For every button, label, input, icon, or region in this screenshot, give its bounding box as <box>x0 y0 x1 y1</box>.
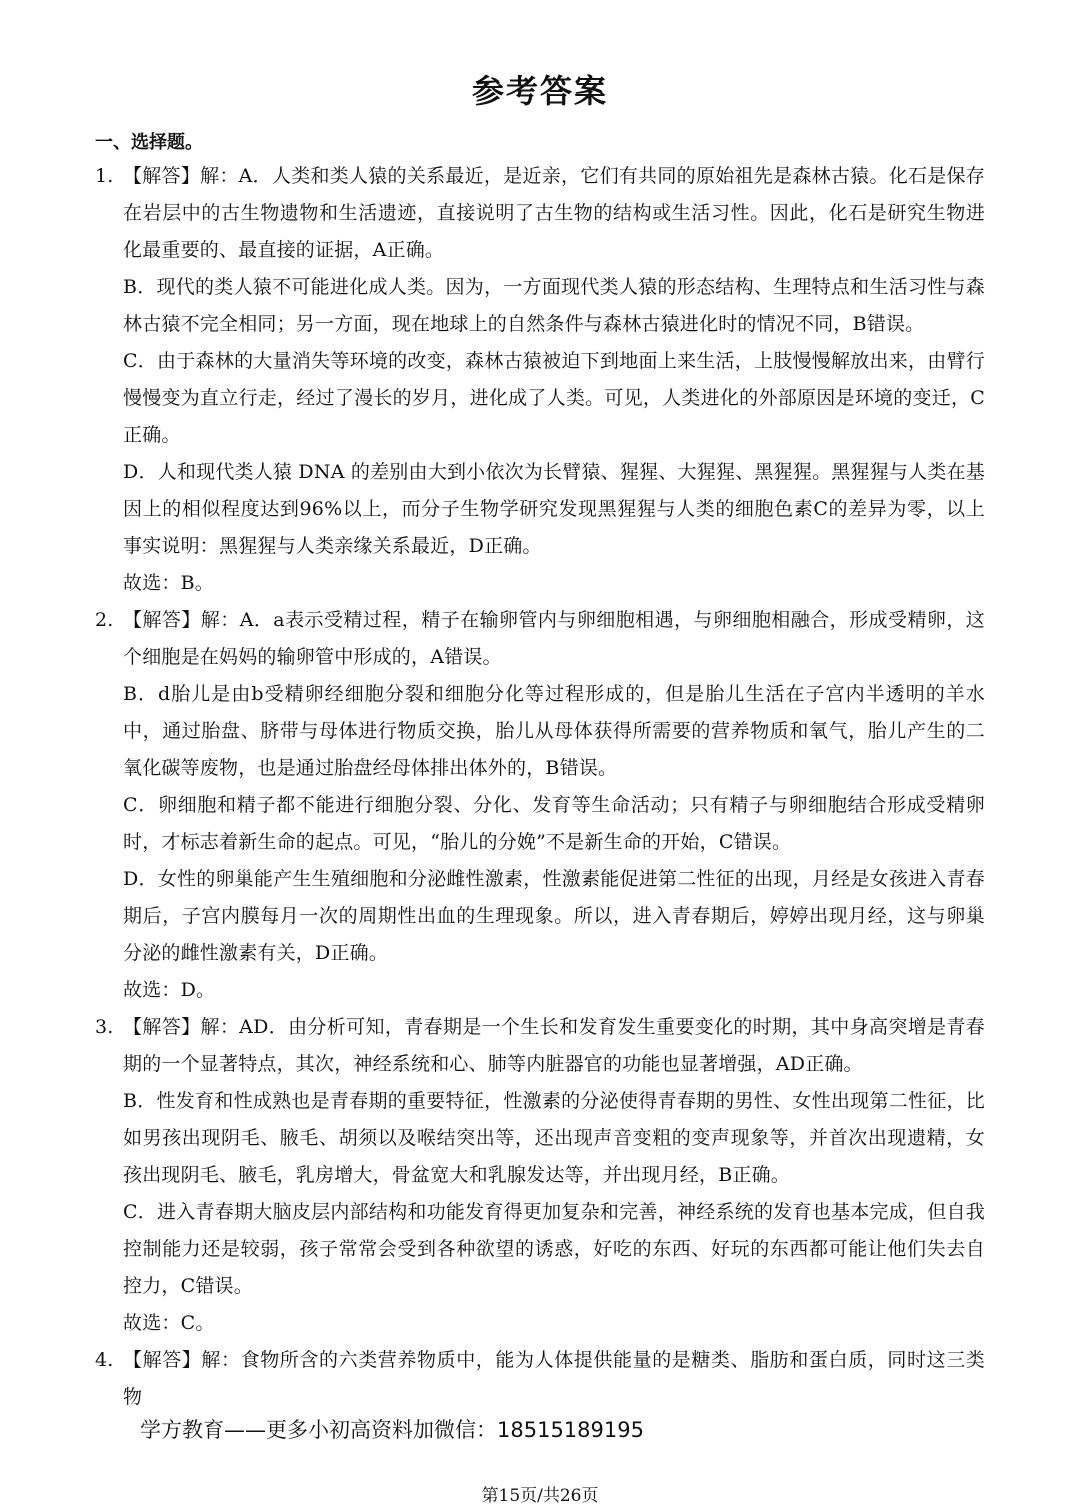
question-number: 2. <box>95 609 114 631</box>
answer-paragraph: 【解答】解：食物所含的六类营养物质中，能为人体提供能量的是糖类、脂肪和蛋白质，同时这三类物 <box>123 1349 985 1408</box>
answer-paragraph: C．卵细胞和精子都不能进行细胞分裂、分化、发育等生命活动；只有精子与卵细胞结合形成受精卵时，才标志着新生命的起点。可见，“胎儿的分娩”不是新生命的开始，C错误。 <box>123 794 985 853</box>
answer-paragraph: C．由于森林的大量消失等环境的改变，森林古猿被迫下到地面上来生活，上肢慢慢解放出来，由臂行慢慢变为直立行走，经过了漫长的岁月，进化成了人类。可见，人类进化的外部原因是环境的变迁，C正确。 <box>123 350 985 446</box>
answer-paragraph: D．人和现代类人猿 DNA 的差别由大到小依次为长臂猿、猩猩、大猩猩、黑猩猩。黑猩猩与人类在基因上的相似程度达到96%以上，而分子生物学研究发现黑猩猩与人类的细胞色素C的差异为零，以上事实说明：黑猩猩与人类亲缘关系最近，D正确。 <box>123 461 985 557</box>
answer-paragraph: 【解答】解：AD．由分析可知，青春期是一个生长和发育发生重要变化的时期，其中身高突增是青春期的一个显著特点，其次，神经系统和心、肺等内脏器官的功能也显著增强，AD正确。 <box>123 1016 985 1075</box>
answer-choice: 故选：D。 <box>123 979 216 1001</box>
answer-list <box>95 158 985 1416</box>
question-number: 1. <box>95 165 114 187</box>
section-heading: 一、选择题。 <box>95 132 203 153</box>
answer-paragraph: B．现代的类人猿不可能进化成人类。因为，一方面现代类人猿的形态结构、生理特点和生活习性与森林古猿不完全相同；另一方面，现在地球上的自然条件与森林古猿进化时的情况不同，B错误。 <box>123 276 985 335</box>
question-4 <box>95 1342 985 1416</box>
question-number: 3. <box>95 1016 114 1038</box>
answer-choice: 故选：C。 <box>123 1312 215 1334</box>
answer-paragraph: B．性发育和性成熟也是青春期的重要特征，性激素的分泌使得青春期的男性、女性出现第二性征，比如男孩出现阴毛、腋毛、胡须以及喉结突出等，还出现声音变粗的变声现象等，并首次出现遗精，女孩出现阴毛、腋毛，乳房增大，骨盆宽大和乳腺发达等，并出现月经，B正确。 <box>123 1090 985 1186</box>
answer-paragraph: C．进入青春期大脑皮层内部结构和功能发育得更加复杂和完善，神经系统的发育也基本完成，但自我控制能力还是较弱，孩子常常会受到各种欲望的诱惑，好吃的东西、好玩的东西都可能让他们失去自控力，C错误。 <box>123 1201 985 1297</box>
question-2 <box>95 602 985 1009</box>
question-3 <box>95 1009 985 1342</box>
answer-paragraph: 【解答】解：A．人类和类人猿的关系最近，是近亲，它们有共同的原始祖先是森林古猿。化石是保存在岩层中的古生物遗物和生活遗迹，直接说明了古生物的结构或生活习性。因此，化石是研究生物进化最重要的、最直接的证据，A正确。 <box>123 165 985 261</box>
question-number: 4. <box>95 1349 114 1371</box>
answer-paragraph: D．女性的卵巢能产生生殖细胞和分泌雌性激素，性激素能促进第二性征的出现，月经是女孩进入青春期后，子宫内膜每月一次的周期性出血的生理现象。所以，进入青春期后，婷婷出现月经，这与卵巢分泌的雌性激素有关，D正确。 <box>123 868 985 964</box>
answer-paragraph: 【解答】解：A．a表示受精过程，精子在输卵管内与卵细胞相遇，与卵细胞相融合，形成受精卵，这个细胞是在妈妈的输卵管中形成的，A错误。 <box>123 609 985 668</box>
watermark-text: 学方教育——更多小初高资料加微信：18515189195 <box>140 1418 644 1442</box>
question-1 <box>95 158 985 602</box>
page-title: 参考答案 <box>471 72 608 110</box>
answer-paragraph: B．d胎儿是由b受精卵经细胞分裂和细胞分化等过程形成的，但是胎儿生活在子宫内半透明的羊水中，通过胎盘、脐带与母体进行物质交换，胎儿从母体获得所需要的营养物质和氧气，胎儿产生的二氧化碳等废物，也是通过胎盘经母体排出体外的，B错误。 <box>123 683 985 779</box>
page-number: 第15页/共26页 <box>481 1486 599 1506</box>
answer-choice: 故选：B。 <box>123 572 214 594</box>
